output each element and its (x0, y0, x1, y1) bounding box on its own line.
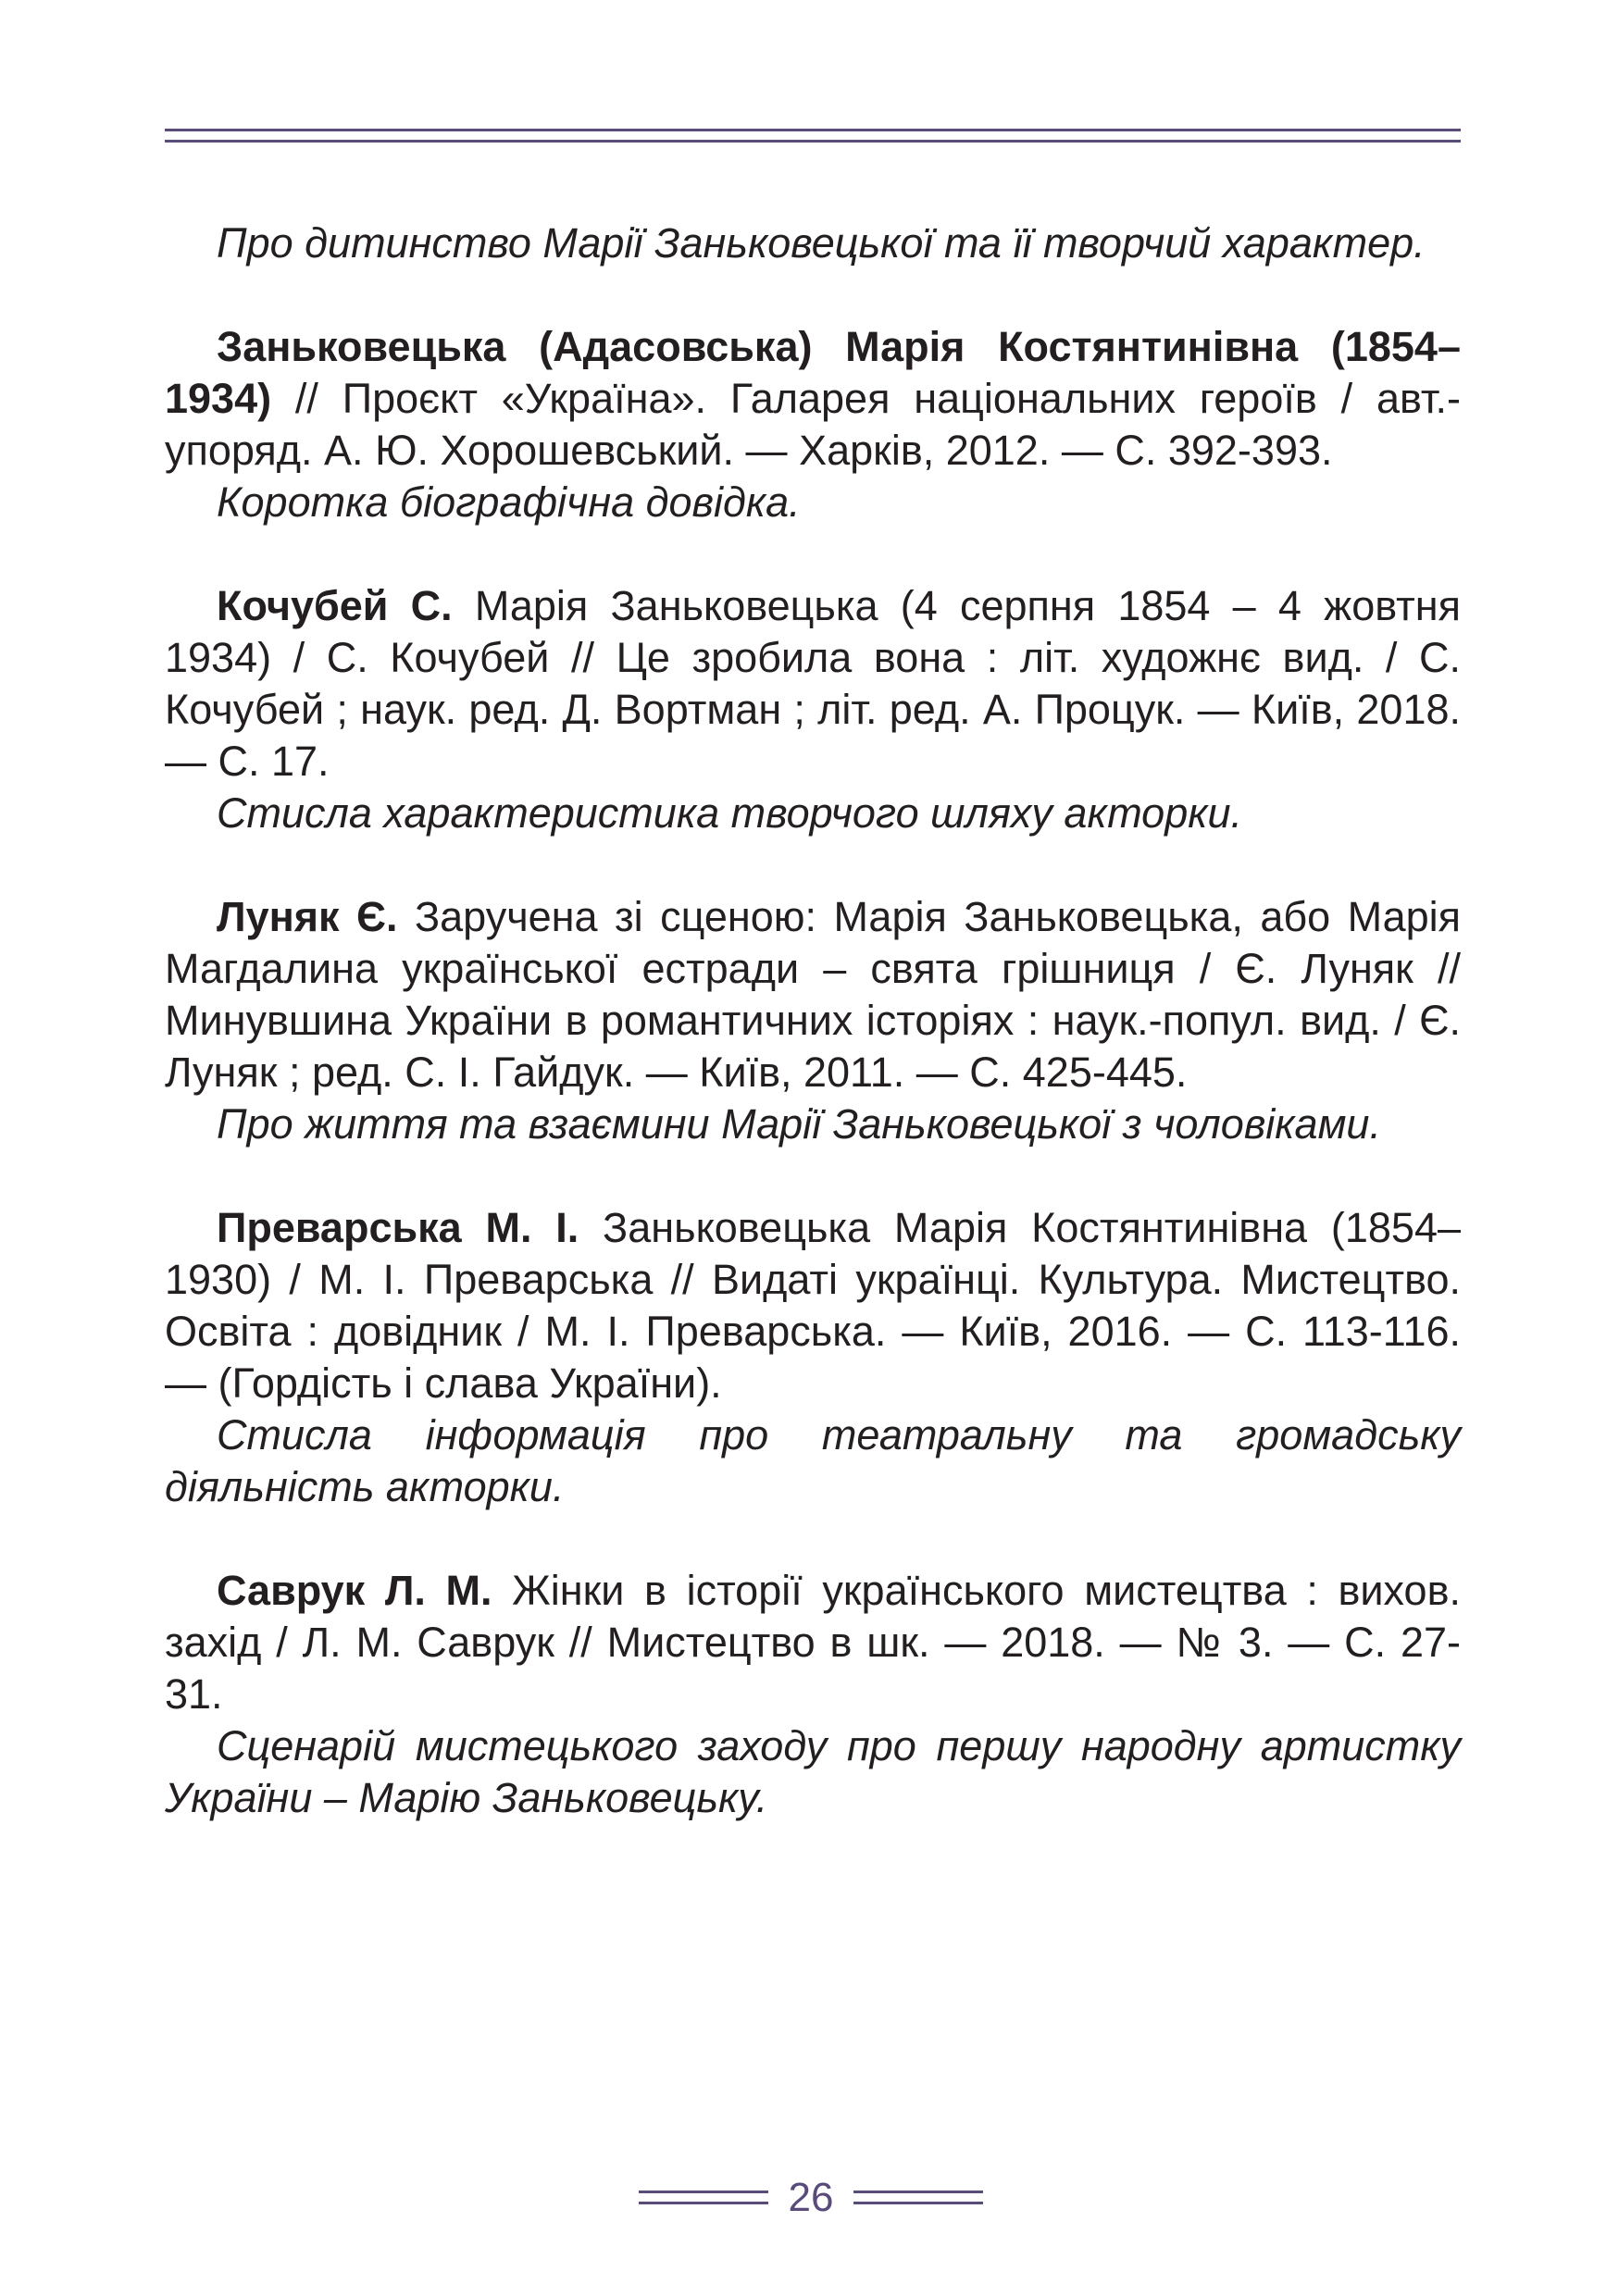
entry-annotation: Сценарій мистецького заходу про першу народну артистку України – Марію Заньковецьку. (165, 1722, 1461, 1821)
bibliography-entry (165, 1565, 1461, 1824)
entry-author: Луняк Є. (217, 893, 398, 940)
entry-text: Заньковецька Марія Костянтинівна (1854–1930) / М. І. Преварська // Видаті українці. Культура. Мистецтво. Освіта : довідник / М. І. Преварська. — Київ, 2016. — С. 113-116. — (Гордість і слава України). (165, 1204, 1461, 1407)
page-footer (0, 2170, 1619, 2226)
entry-citation (165, 321, 1461, 477)
bibliography-entry (165, 580, 1461, 839)
entry-annotation: Коротка біографічна довідка. (217, 478, 801, 526)
header-rule-top (165, 129, 1461, 131)
entry-author: Заньковецька (Адасовська) Марія Костянтинівна (1854–1934) (165, 323, 1461, 422)
entry-text: Жінки в історії українського мистецтва : вихов. захід / Л. М. Саврук // Мистецтво в шк. — 2018. — № 3. — С. 27-31. (165, 1567, 1461, 1718)
entry-citation (165, 1565, 1461, 1720)
bibliography-entry (165, 1202, 1461, 1513)
entry-annotation: Про життя та взаємини Марії Заньковецької з чоловіками. (217, 1100, 1381, 1148)
footer-rule-right-bottom (853, 2202, 983, 2204)
entry-text: // Проєкт «Україна». Галарея національних героїв / авт.-упоряд. А. Ю. Хорошевський. — Харків, 2012. — С. 392-393. (165, 375, 1461, 474)
bibliography-content (165, 217, 1461, 1876)
entry-text: Марія Заньковецька (4 серпня 1854 – 4 жовтня 1934) / С. Кочубей // Це зробила вона : літ. художнє вид. / С. Кочубей ; наук. ред. Д. Вортман ; літ. ред. А. Процук. — Київ, 2018. — С. 17. (165, 582, 1461, 785)
entry-citation (165, 891, 1461, 1098)
entry-author: Саврук Л. М. (217, 1567, 492, 1614)
footer-rule-left-top (639, 2191, 768, 2193)
footer-rule-right-top (853, 2191, 983, 2193)
bibliography-entry (165, 321, 1461, 528)
entry-author: Кочубей С. (217, 582, 453, 629)
bibliography-entry (165, 891, 1461, 1150)
entry-annotation: Стисла інформація про театральну та громадську діяльність акторки. (165, 1411, 1461, 1510)
entry-text: Заручена зі сценою: Марія Заньковецька, або Марія Магдалина української естради – свята грішниця / Є. Луняк // Минувшина України в романтичних історіях : наук.-попул. вид. / Є. Луняк ; ред. С. І. Гайдук. — Київ, 2011. — С. 425-445. (165, 893, 1461, 1096)
entry-citation (165, 580, 1461, 788)
page-number: 26 (788, 2175, 834, 2220)
footer-rule-left-bottom (639, 2202, 768, 2204)
header-rule-bottom (165, 140, 1461, 143)
entry-annotation: Стисла характеристика творчого шляху акторки. (217, 789, 1243, 837)
intro-annotation: Про дитинство Марії Заньковецької та її творчий характер. (217, 219, 1426, 267)
entry-author: Преварська М. І. (217, 1204, 579, 1251)
entry-citation (165, 1202, 1461, 1409)
